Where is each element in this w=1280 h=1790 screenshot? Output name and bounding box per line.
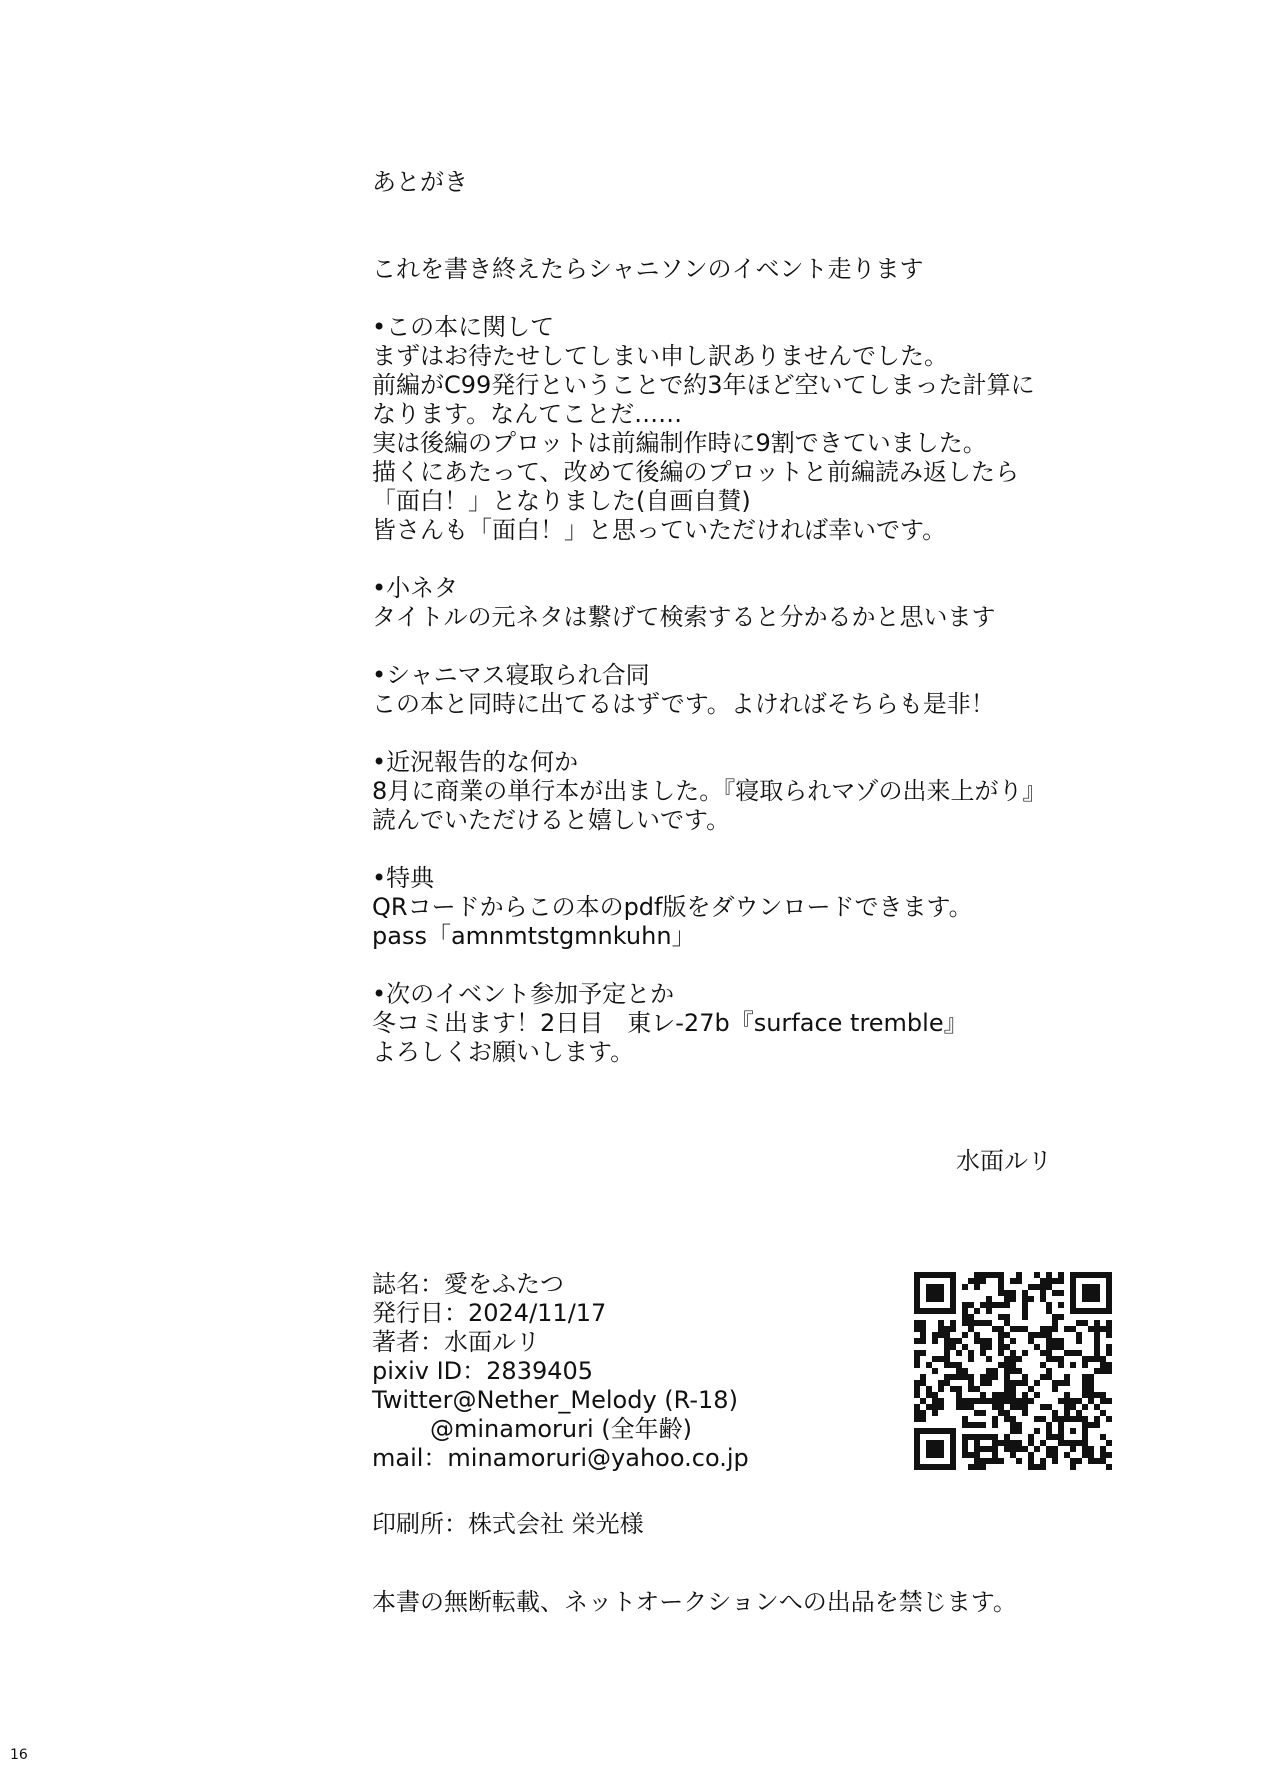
- colophon: [372, 1270, 892, 1473]
- section-bonus: [372, 864, 1072, 951]
- section-news: [372, 748, 1072, 835]
- section-line: 読んでいただけると嬉しいです。: [372, 806, 731, 834]
- colophon-twitter-secondary: @minamoruri (全年齢): [430, 1415, 692, 1443]
- section-line: pass「amnmtstgmnkuhn」: [372, 922, 696, 950]
- page-number: 16: [10, 1747, 28, 1763]
- section-anthology: [372, 661, 1072, 719]
- colophon-author: 著者：水面ルリ: [372, 1328, 540, 1356]
- printer-line: 印刷所：株式会社 栄光様: [372, 1510, 644, 1538]
- section-heading: •特典: [372, 864, 435, 892]
- section-line: 前編がC99発行ということで約3年ほど空いてしまった計算に: [372, 371, 1035, 399]
- section-line: 実は後編のプロットは前編制作時に9割できていました。: [372, 429, 987, 457]
- section-line: 皆さんも「面白！」と思っていただければ幸いです。: [372, 516, 947, 544]
- section-line: よろしくお願いします。: [372, 1038, 635, 1066]
- colophon-twitter: Twitter@Nether_Melody (R-18): [372, 1386, 738, 1414]
- colophon-pixiv: pixiv ID：2839405: [372, 1357, 594, 1385]
- section-trivia: [372, 574, 1072, 632]
- afterword-intro: これを書き終えたらシャニソンのイベント走ります: [372, 255, 924, 283]
- section-line: まずはお待たせしてしまい申し訳ありませんでした。: [372, 342, 948, 370]
- section-heading: •小ネタ: [372, 574, 459, 602]
- section-line: 冬コミ出ます！2日目 東レ-27b『surface tremble』: [372, 1009, 968, 1037]
- section-about-book: [372, 313, 1072, 545]
- colophon-title: 誌名：愛をふたつ: [372, 1270, 564, 1298]
- section-line: タイトルの元ネタは繋げて検索すると分かるかと思います: [372, 603, 996, 631]
- section-line: 描くにあたって、改めて後編のプロットと前編読み返したら: [372, 458, 1020, 486]
- colophon-mail: mail：minamoruri@yahoo.co.jp: [372, 1444, 749, 1472]
- section-next-event: [372, 980, 1072, 1067]
- section-line: QRコードからこの本のpdf版をダウンロードできます。: [372, 893, 973, 921]
- section-line: この本と同時に出てるはずです。よければそちらも是非！: [372, 690, 995, 718]
- section-heading: •シャニマス寝取られ合同: [372, 661, 650, 689]
- colophon-date: 発行日：2024/11/17: [372, 1299, 607, 1327]
- copyright-notice: 本書の無断転載、ネットオークションへの出品を禁じます。: [372, 1588, 1017, 1616]
- section-line: 8月に商業の単行本が出ました。『寝取られマゾの出来上がり』: [372, 777, 1047, 805]
- section-line: なります。なんてことだ……: [372, 400, 683, 428]
- author-signature: 水面ルリ: [956, 1147, 1052, 1175]
- qr-code-icon[interactable]: [914, 1272, 1112, 1470]
- afterword: [372, 168, 1072, 1096]
- section-heading: •次のイベント参加予定とか: [372, 980, 675, 1008]
- section-line: 「面白！」となりました(自画自賛): [372, 487, 751, 515]
- section-heading: •この本に関して: [372, 313, 555, 341]
- section-heading: •近況報告的な何か: [372, 748, 579, 776]
- afterword-title: あとがき: [372, 168, 468, 196]
